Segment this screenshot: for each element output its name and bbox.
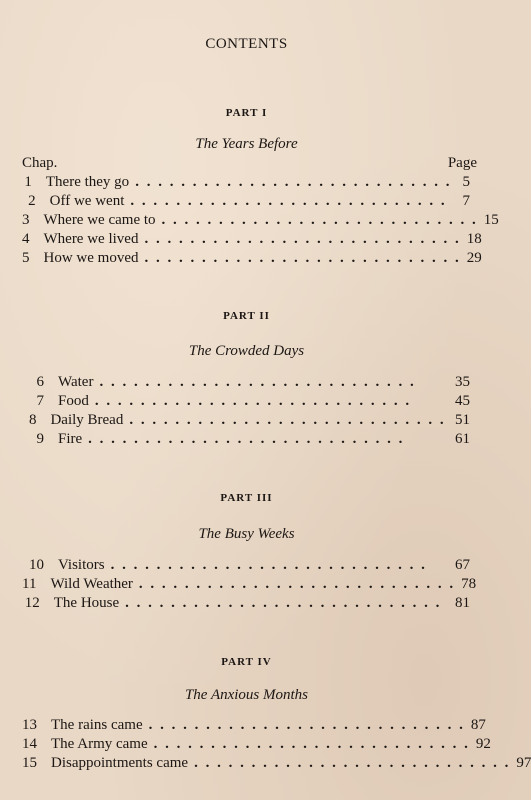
part-2-subtitle: The Crowded Days [188,343,305,359]
chapter-title: The rains came [51,717,143,733]
dot-leader: . . . . . . . . . . . . . . . . . . . . . . . . . . . . [144,231,461,247]
toc-row [22,393,470,413]
dot-leader: . . . . . . . . . . . . . . . . . . . . . . . . . . . . [153,736,470,752]
chapter-number: 6 [36,374,44,390]
page-number: 92 [475,736,491,752]
page-column-header: Page [447,155,477,171]
page-number: 87 [470,717,486,733]
dot-leader: . . . . . . . . . . . . . . . . . . . . . . . . . . . . [161,212,478,228]
part-4-subtitle: The Anxious Months [184,687,309,703]
chapter-title: Fire [58,431,83,447]
chapter-number: 10 [29,557,44,573]
chapter-title: The House [53,595,120,611]
chapter-title: Water [58,374,94,390]
toc-row [22,174,470,194]
chapter-title: Visitors [58,557,105,573]
toc-row [22,231,482,251]
chapter-title: The Army came [51,736,148,752]
toc-row [22,717,486,737]
page-number: 67 [455,557,470,573]
part-3-subtitle: The Busy Weeks [198,526,295,542]
toc-row [22,576,477,596]
toc-row [22,374,470,394]
part-4-label: PART IV [221,656,272,668]
chapter-number: 4 [22,231,30,247]
chapter-title: Food [58,393,89,409]
page-number: 81 [455,595,470,611]
page-number: 45 [455,393,470,409]
toc-row [22,755,531,775]
part-3-label: PART III [220,492,273,504]
chapter-number: 14 [22,736,37,752]
dot-leader: . . . . . . . . . . . . . . . . . . . . . . . . . . . . [125,595,442,611]
dot-leader: . . . . . . . . . . . . . . . . . . . . . . . . . . . . [135,174,452,190]
chapter-title: Wild Weather [50,576,133,592]
page-number: 29 [466,250,482,266]
part-1-label: PART I [225,107,268,119]
page-number: 97 [516,755,531,771]
chapter-number: 9 [36,431,44,447]
dot-leader: . . . . . . . . . . . . . . . . . . . . . . . . . . . . [88,431,405,447]
chapter-title: Disappointments came [51,755,189,771]
chapter-number: 1 [24,174,32,190]
part-1-subtitle: The Years Before [195,136,298,152]
page-number: 61 [455,431,470,447]
page-number: 15 [483,212,499,228]
toc-row [22,431,470,451]
toc-row [22,250,482,270]
chapter-number: 2 [28,193,36,209]
toc-row [22,736,491,756]
page-title: CONTENTS [205,36,288,52]
dot-leader: . . . . . . . . . . . . . . . . . . . . . . . . . . . . [110,557,427,573]
page-number: 7 [462,193,470,209]
toc-row [22,212,499,232]
chapter-number: 12 [24,595,40,611]
page-number: 51 [455,412,470,428]
part-2-label: PART II [223,310,270,322]
toc-row [22,595,470,615]
chapter-title: Daily Bread [50,412,124,428]
page-number: 18 [466,231,482,247]
chapter-title: Where we lived [43,231,139,247]
chapter-title: Off we went [49,193,125,209]
chapter-number: 5 [22,250,30,266]
toc-row [22,412,470,432]
chapter-title: Where we came to [43,212,156,228]
dot-leader: . . . . . . . . . . . . . . . . . . . . . . . . . . . . [129,412,446,428]
toc-row [22,557,470,577]
chapter-title: How we moved [43,250,139,266]
dot-leader: . . . . . . . . . . . . . . . . . . . . . . . . . . . . [94,393,412,409]
dot-leader: . . . . . . . . . . . . . . . . . . . . . . . . . . . . [130,193,447,209]
dot-leader: . . . . . . . . . . . . . . . . . . . . . . . . . . . . [148,717,465,733]
chapter-number: 15 [22,755,37,771]
chapter-number: 11 [22,576,37,592]
page-number: 35 [455,374,470,390]
chapter-column-header: Chap. [22,155,58,171]
chapter-title: There they go [45,174,130,190]
dot-leader: . . . . . . . . . . . . . . . . . . . . . . . . . . . . [144,250,461,266]
chapter-number: 13 [22,717,37,733]
page-number: 5 [462,174,470,190]
toc-row [22,193,470,213]
page-number: 78 [461,576,477,592]
dot-leader: . . . . . . . . . . . . . . . . . . . . . . . . . . . . [99,374,416,390]
dot-leader: . . . . . . . . . . . . . . . . . . . . . . . . . . . . [138,576,456,592]
chapter-number: 3 [22,212,30,228]
chapter-number: 8 [28,412,37,428]
dot-leader: . . . . . . . . . . . . . . . . . . . . . . . . . . . . [194,755,511,771]
chapter-number: 7 [36,393,44,409]
